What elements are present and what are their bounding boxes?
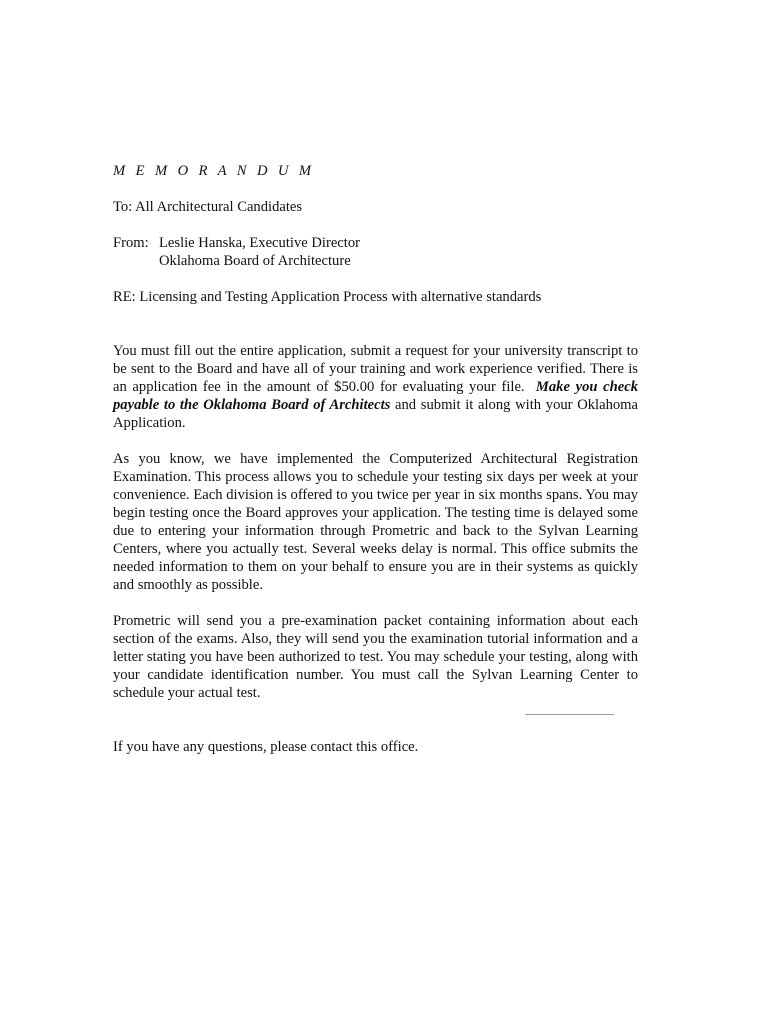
from-label: From:	[113, 235, 149, 251]
from-details	[159, 234, 638, 270]
memo-document	[113, 162, 638, 774]
paragraph-application	[113, 342, 638, 432]
from-organization: Oklahoma Board of Architecture	[159, 253, 351, 269]
paragraph-application-closing: and submit it along with your Oklahoma Application.	[113, 397, 639, 431]
paragraph-examination: As you know, we have implemented the Computerized Architectural Registration Examination. This process allows you to schedule your testing six days per week at your convenience. Each division is offered to you twice per year in six months spans. You may begin testing once the Board approves your application. The testing time is delayed some due to entering your information through Prometric and back to the Sylvan Learning Centers, where you actually test. Several weeks delay is normal. This office submits the needed information to them on your behalf to ensure you are in their systems as quickly and smoothly as possible.	[113, 451, 638, 593]
paragraph-application-text: You must fill out the entire application, submit a request for your university transcript to be sent to the Board and have all of your training and work experience verified. There is an application fee in the amount of $50.00 for evaluating your file.	[113, 343, 638, 395]
divider-line	[525, 714, 614, 715]
memo-title: M E M O R A N D U M	[113, 163, 315, 179]
payment-instruction: Make you check payable to the Oklahoma Board of Architects	[113, 379, 639, 413]
from-name: Leslie Hanska, Executive Director	[159, 235, 360, 251]
memo-subject: RE: Licensing and Testing Application Process with alternative standards	[113, 289, 542, 305]
memo-to: To: All Architectural Candidates	[113, 199, 303, 215]
paragraph-prometric: Prometric will send you a pre-examination packet containing information about each section of the exams. Also, they will send you the examination tutorial information and a letter stating you have been authorized to test. You may schedule your testing, along with your candidate identification number. You must call the Sylvan Learning Center to schedule your actual test.	[113, 613, 638, 701]
paragraph-contact: If you have any questions, please contact this office.	[113, 739, 419, 755]
memo-from	[113, 234, 638, 270]
